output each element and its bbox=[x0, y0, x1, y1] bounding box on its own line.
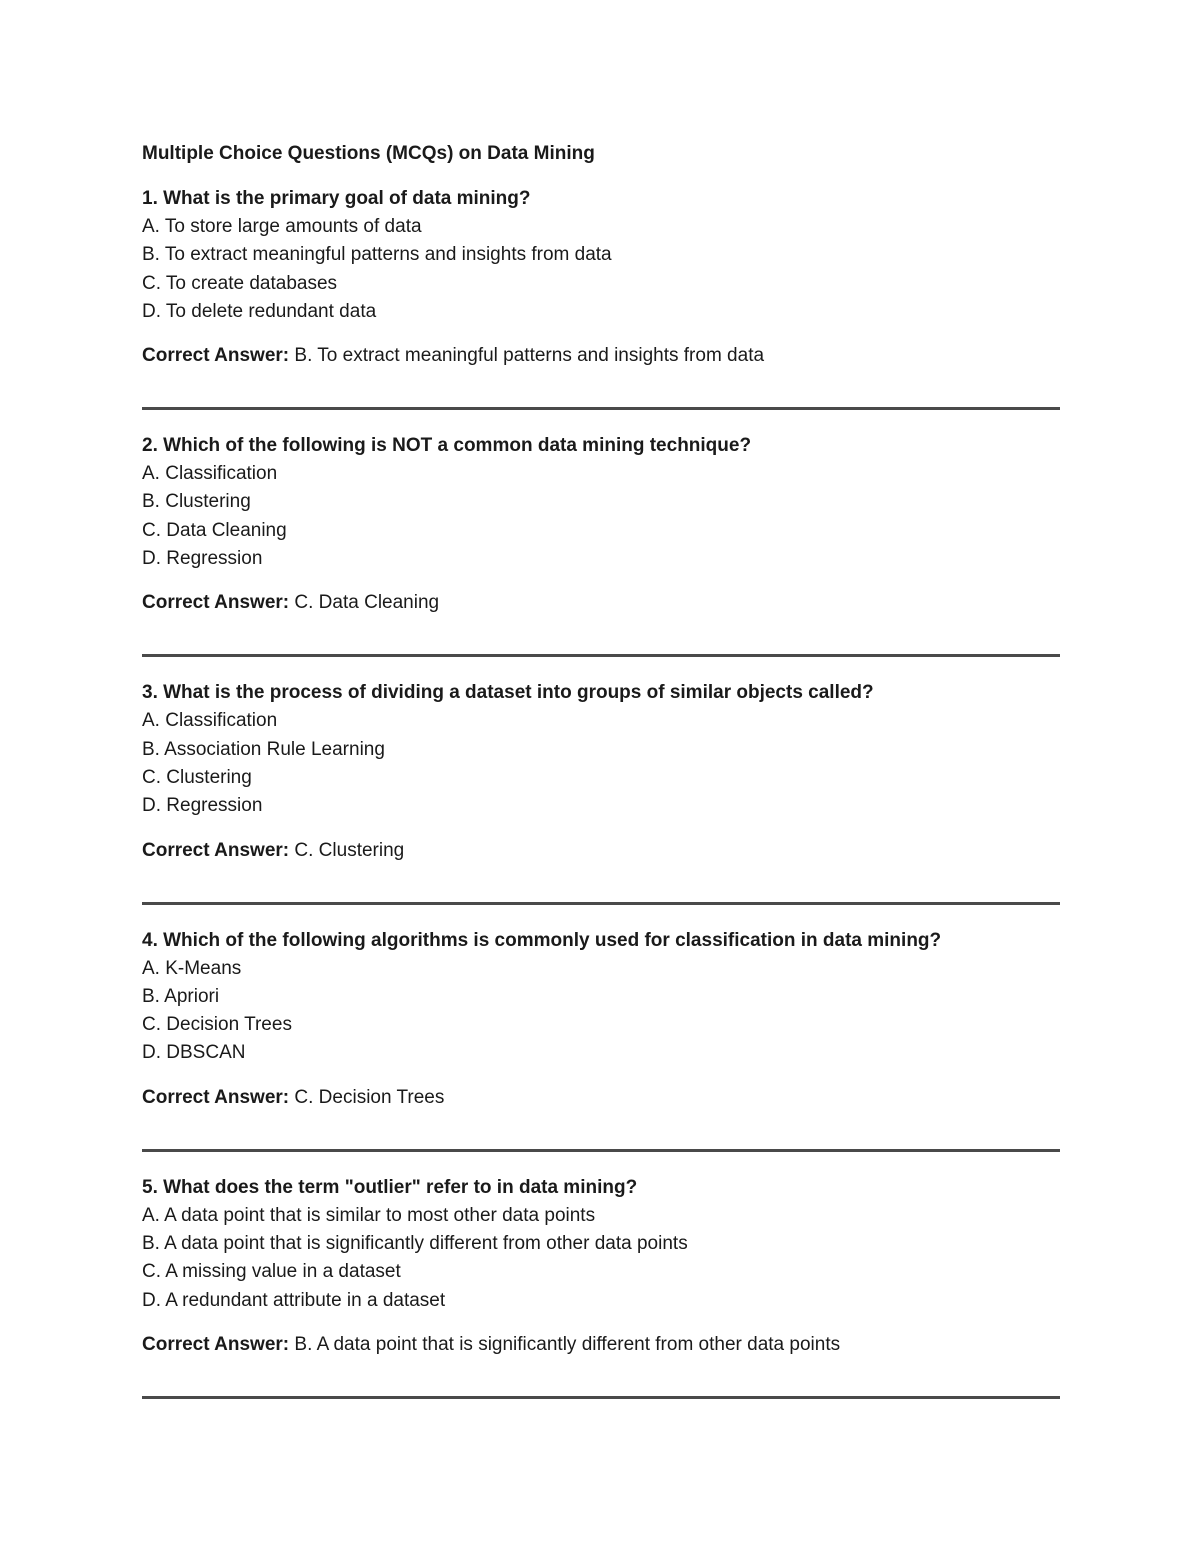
option-c: C. To create databases bbox=[142, 272, 338, 294]
option-d: D. Regression bbox=[142, 795, 263, 817]
divider bbox=[142, 654, 1060, 657]
option-d: D. Regression bbox=[142, 548, 263, 570]
divider bbox=[142, 407, 1060, 410]
correct-answer-value: C. Decision Trees bbox=[294, 1086, 445, 1108]
option-c: C. A missing value in a dataset bbox=[142, 1261, 401, 1283]
document-page bbox=[142, 140, 1060, 1421]
correct-answer bbox=[142, 342, 1060, 370]
divider bbox=[142, 902, 1060, 905]
correct-answer bbox=[142, 589, 1060, 617]
question-block bbox=[142, 185, 1060, 410]
option-d: D. A redundant attribute in a dataset bbox=[142, 1289, 446, 1311]
option-a: A. A data point that is similar to most other data points bbox=[142, 1204, 596, 1226]
option-a: A. Classification bbox=[142, 710, 278, 732]
option-b: B. A data point that is significantly different from other data points bbox=[142, 1233, 688, 1255]
question-text: 5. What does the term "outlier" refer to in data mining? bbox=[142, 1176, 638, 1198]
option-b: B. Apriori bbox=[142, 985, 220, 1007]
option-a: A. To store large amounts of data bbox=[142, 216, 422, 237]
correct-answer-label: Correct Answer: bbox=[142, 1333, 290, 1355]
question-text: 4. Which of the following algorithms is commonly used for classification in data mining? bbox=[142, 929, 942, 951]
correct-answer-label: Correct Answer: bbox=[142, 839, 290, 861]
divider bbox=[142, 1396, 1060, 1399]
correct-answer bbox=[142, 837, 1060, 865]
correct-answer-value: B. A data point that is significantly different from other data points bbox=[294, 1333, 841, 1355]
question-text: 1. What is the primary goal of data mining? bbox=[142, 188, 531, 209]
question-text: 2. Which of the following is NOT a common data mining technique? bbox=[142, 435, 752, 457]
document-title: Multiple Choice Questions (MCQs) on Data Mining bbox=[142, 143, 595, 164]
correct-answer-value: C. Clustering bbox=[294, 839, 405, 861]
question-block bbox=[142, 432, 1060, 657]
option-b: B. Clustering bbox=[142, 491, 251, 513]
divider bbox=[142, 1149, 1060, 1152]
option-a: A. Classification bbox=[142, 463, 278, 485]
correct-answer bbox=[142, 1084, 1060, 1112]
question-text: 3. What is the process of dividing a dataset into groups of similar objects called? bbox=[142, 682, 874, 704]
correct-answer-label: Correct Answer: bbox=[142, 345, 290, 367]
option-b: B. To extract meaningful patterns and insights from data bbox=[142, 244, 612, 266]
option-a: A. K-Means bbox=[142, 957, 242, 979]
correct-answer-value: C. Data Cleaning bbox=[294, 592, 440, 614]
question-block bbox=[142, 927, 1060, 1152]
correct-answer-label: Correct Answer: bbox=[142, 592, 290, 614]
correct-answer-label: Correct Answer: bbox=[142, 1086, 290, 1108]
correct-answer bbox=[142, 1331, 1060, 1359]
question-block bbox=[142, 679, 1060, 904]
correct-answer-value: B. To extract meaningful patterns and insights from data bbox=[294, 345, 765, 367]
option-b: B. Association Rule Learning bbox=[142, 738, 385, 760]
option-d: D. To delete redundant data bbox=[142, 300, 377, 322]
question-block bbox=[142, 1174, 1060, 1399]
option-c: C. Data Cleaning bbox=[142, 519, 287, 541]
option-c: C. Clustering bbox=[142, 766, 252, 788]
option-d: D. DBSCAN bbox=[142, 1042, 246, 1064]
option-c: C. Decision Trees bbox=[142, 1014, 292, 1036]
